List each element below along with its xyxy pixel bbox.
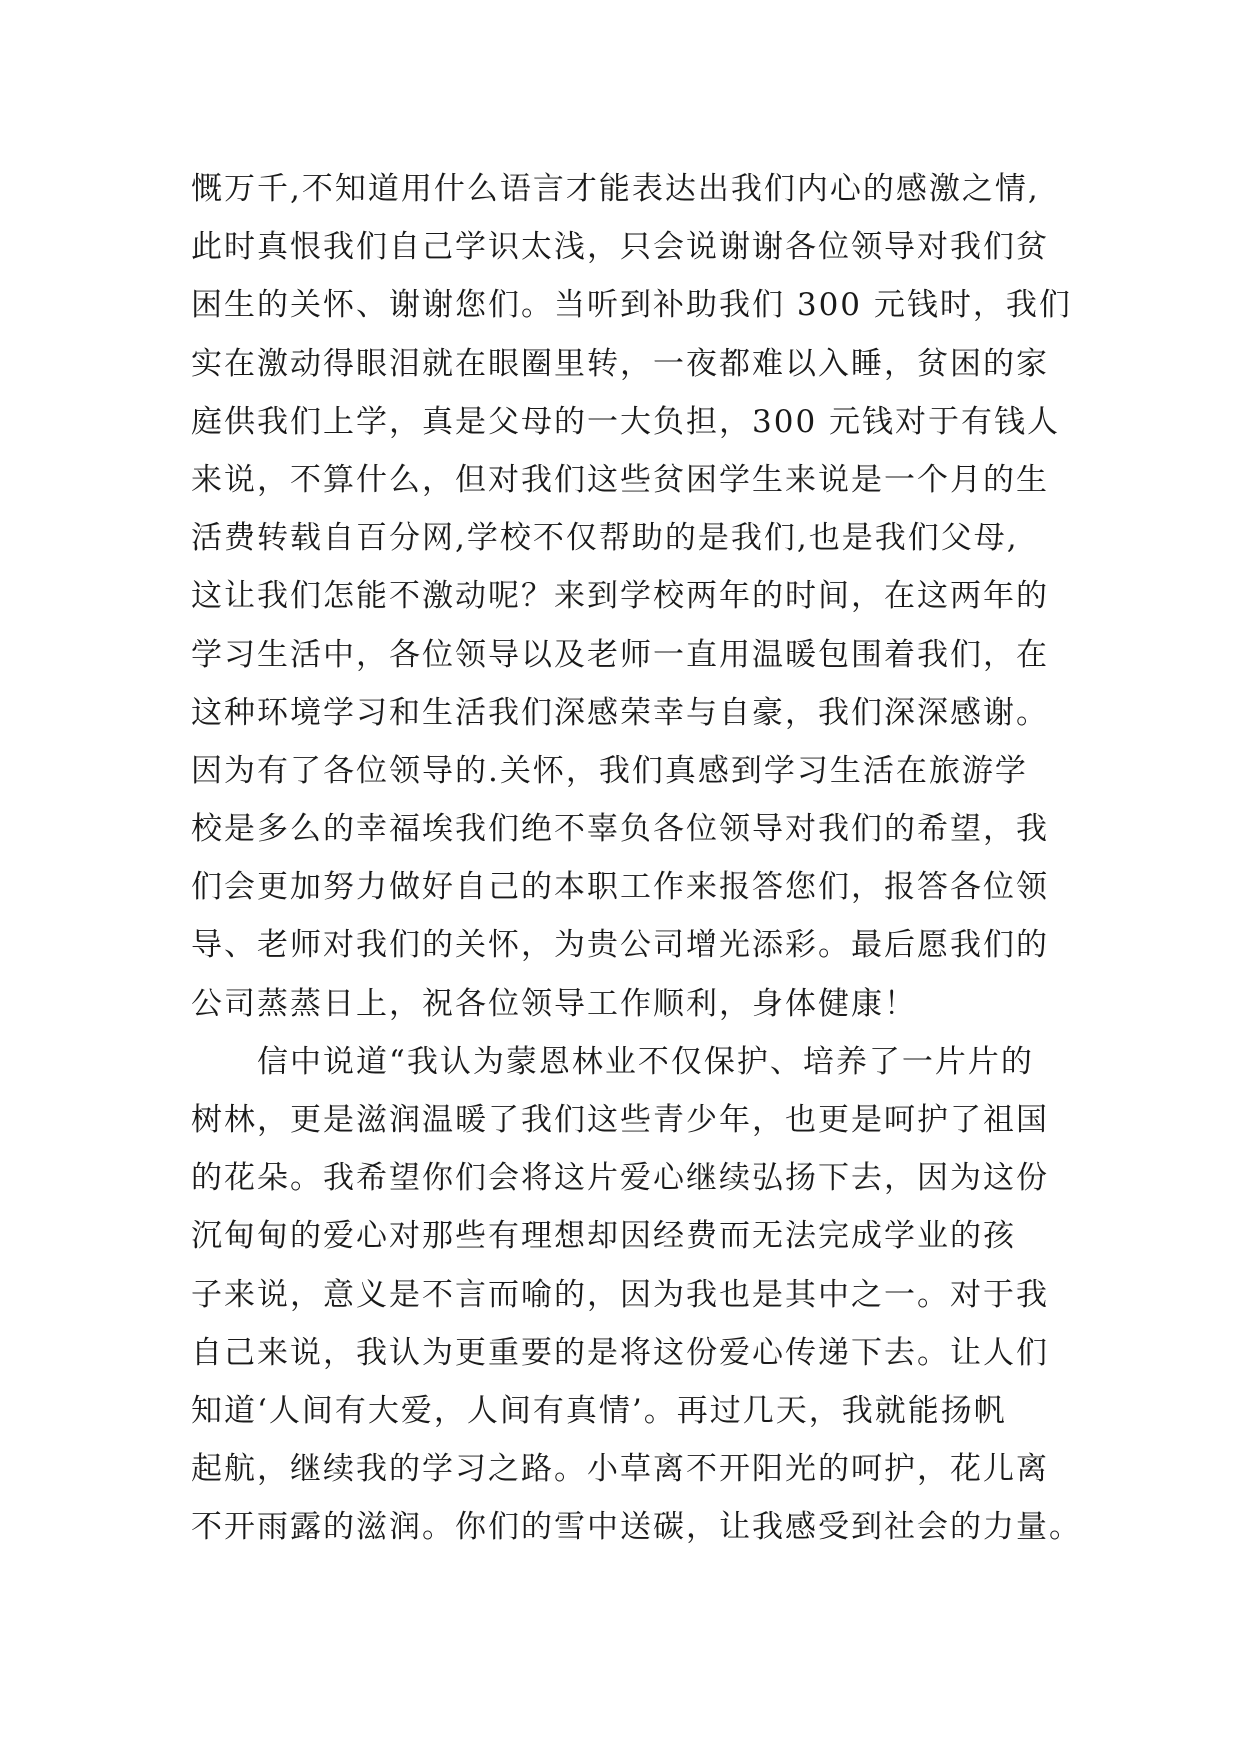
text-line: 起航，继续我的学习之路。小草离不开阳光的呵护，花儿离	[191, 1451, 1049, 1488]
text-line: 庭供我们上学，真是父母的一大负担，300 元钱对于有钱人	[191, 403, 1061, 440]
text-line: 树林，更是滋润温暖了我们这些青少年，也更是呵护了祖国	[191, 1102, 1049, 1138]
text-line: 实在激动得眼泪就在眼圈里转，一夜都难以入睡，贫困的家	[191, 345, 1049, 382]
text-line: 此时真恨我们自己学识太浅，只会说谢谢各位领导对我们贫	[191, 229, 1049, 266]
text-line: 学习生活中，各位领导以及老师一直用温暖包围着我们，在	[191, 636, 1049, 673]
text-line: 来说，不算什么，但对我们这些贫困学生来说是一个月的生	[191, 461, 1049, 498]
text-line: 信中说道“我认为蒙恩林业不仅保护、培养了一片片的	[191, 1043, 1034, 1080]
text-line: 沉甸甸的爱心对那些有理想却因经费而无法完成学业的孩	[191, 1218, 1016, 1255]
text-line: 这种环境学习和生活我们深感荣幸与自豪，我们深深感谢。	[191, 694, 1049, 731]
text-line: 知道‘人间有大爱，人间有真情’。再过几天，我就能扬帆	[191, 1392, 1007, 1429]
text-line: 活费转载自百分网,学校不仅帮助的是我们,也是我们父母,	[191, 520, 1019, 557]
text-line: 自己来说，我认为更重要的是将这份爱心传递下去。让人们	[191, 1334, 1049, 1371]
text-line: 不开雨露的滋润。你们的雪中送碳，让我感受到社会的力量。	[191, 1509, 1082, 1546]
text-line: 因为有了各位领导的.关怀，我们真感到学习生活在旅游学	[191, 752, 1028, 789]
text-line: 这让我们怎能不激动呢？来到学校两年的时间，在这两年的	[191, 578, 1049, 615]
document-body	[191, 160, 1091, 1557]
text-line: 子来说，意义是不言而喻的，因为我也是其中之一。对于我	[191, 1276, 1049, 1313]
text-line: 们会更加努力做好自己的本职工作来报答您们，报答各位领	[191, 869, 1049, 906]
text-line: 的花朵。我希望你们会将这片爱心继续弘扬下去，因为这份	[191, 1160, 1049, 1197]
text-line: 慨万千,不知道用什么语言才能表达出我们内心的感激之情,	[191, 171, 1040, 207]
text-line: 困生的关怀、谢谢您们。当听到补助我们 300 元钱时，我们	[191, 287, 1072, 324]
text-line: 校是多么的幸福埃我们绝不辜负各位领导对我们的希望，我	[191, 811, 1049, 848]
text-line: 导、老师对我们的关怀，为贵公司增光添彩。最后愿我们的	[191, 927, 1049, 964]
text-line: 公司蒸蒸日上，祝各位领导工作顺利，身体健康！	[191, 985, 917, 1022]
